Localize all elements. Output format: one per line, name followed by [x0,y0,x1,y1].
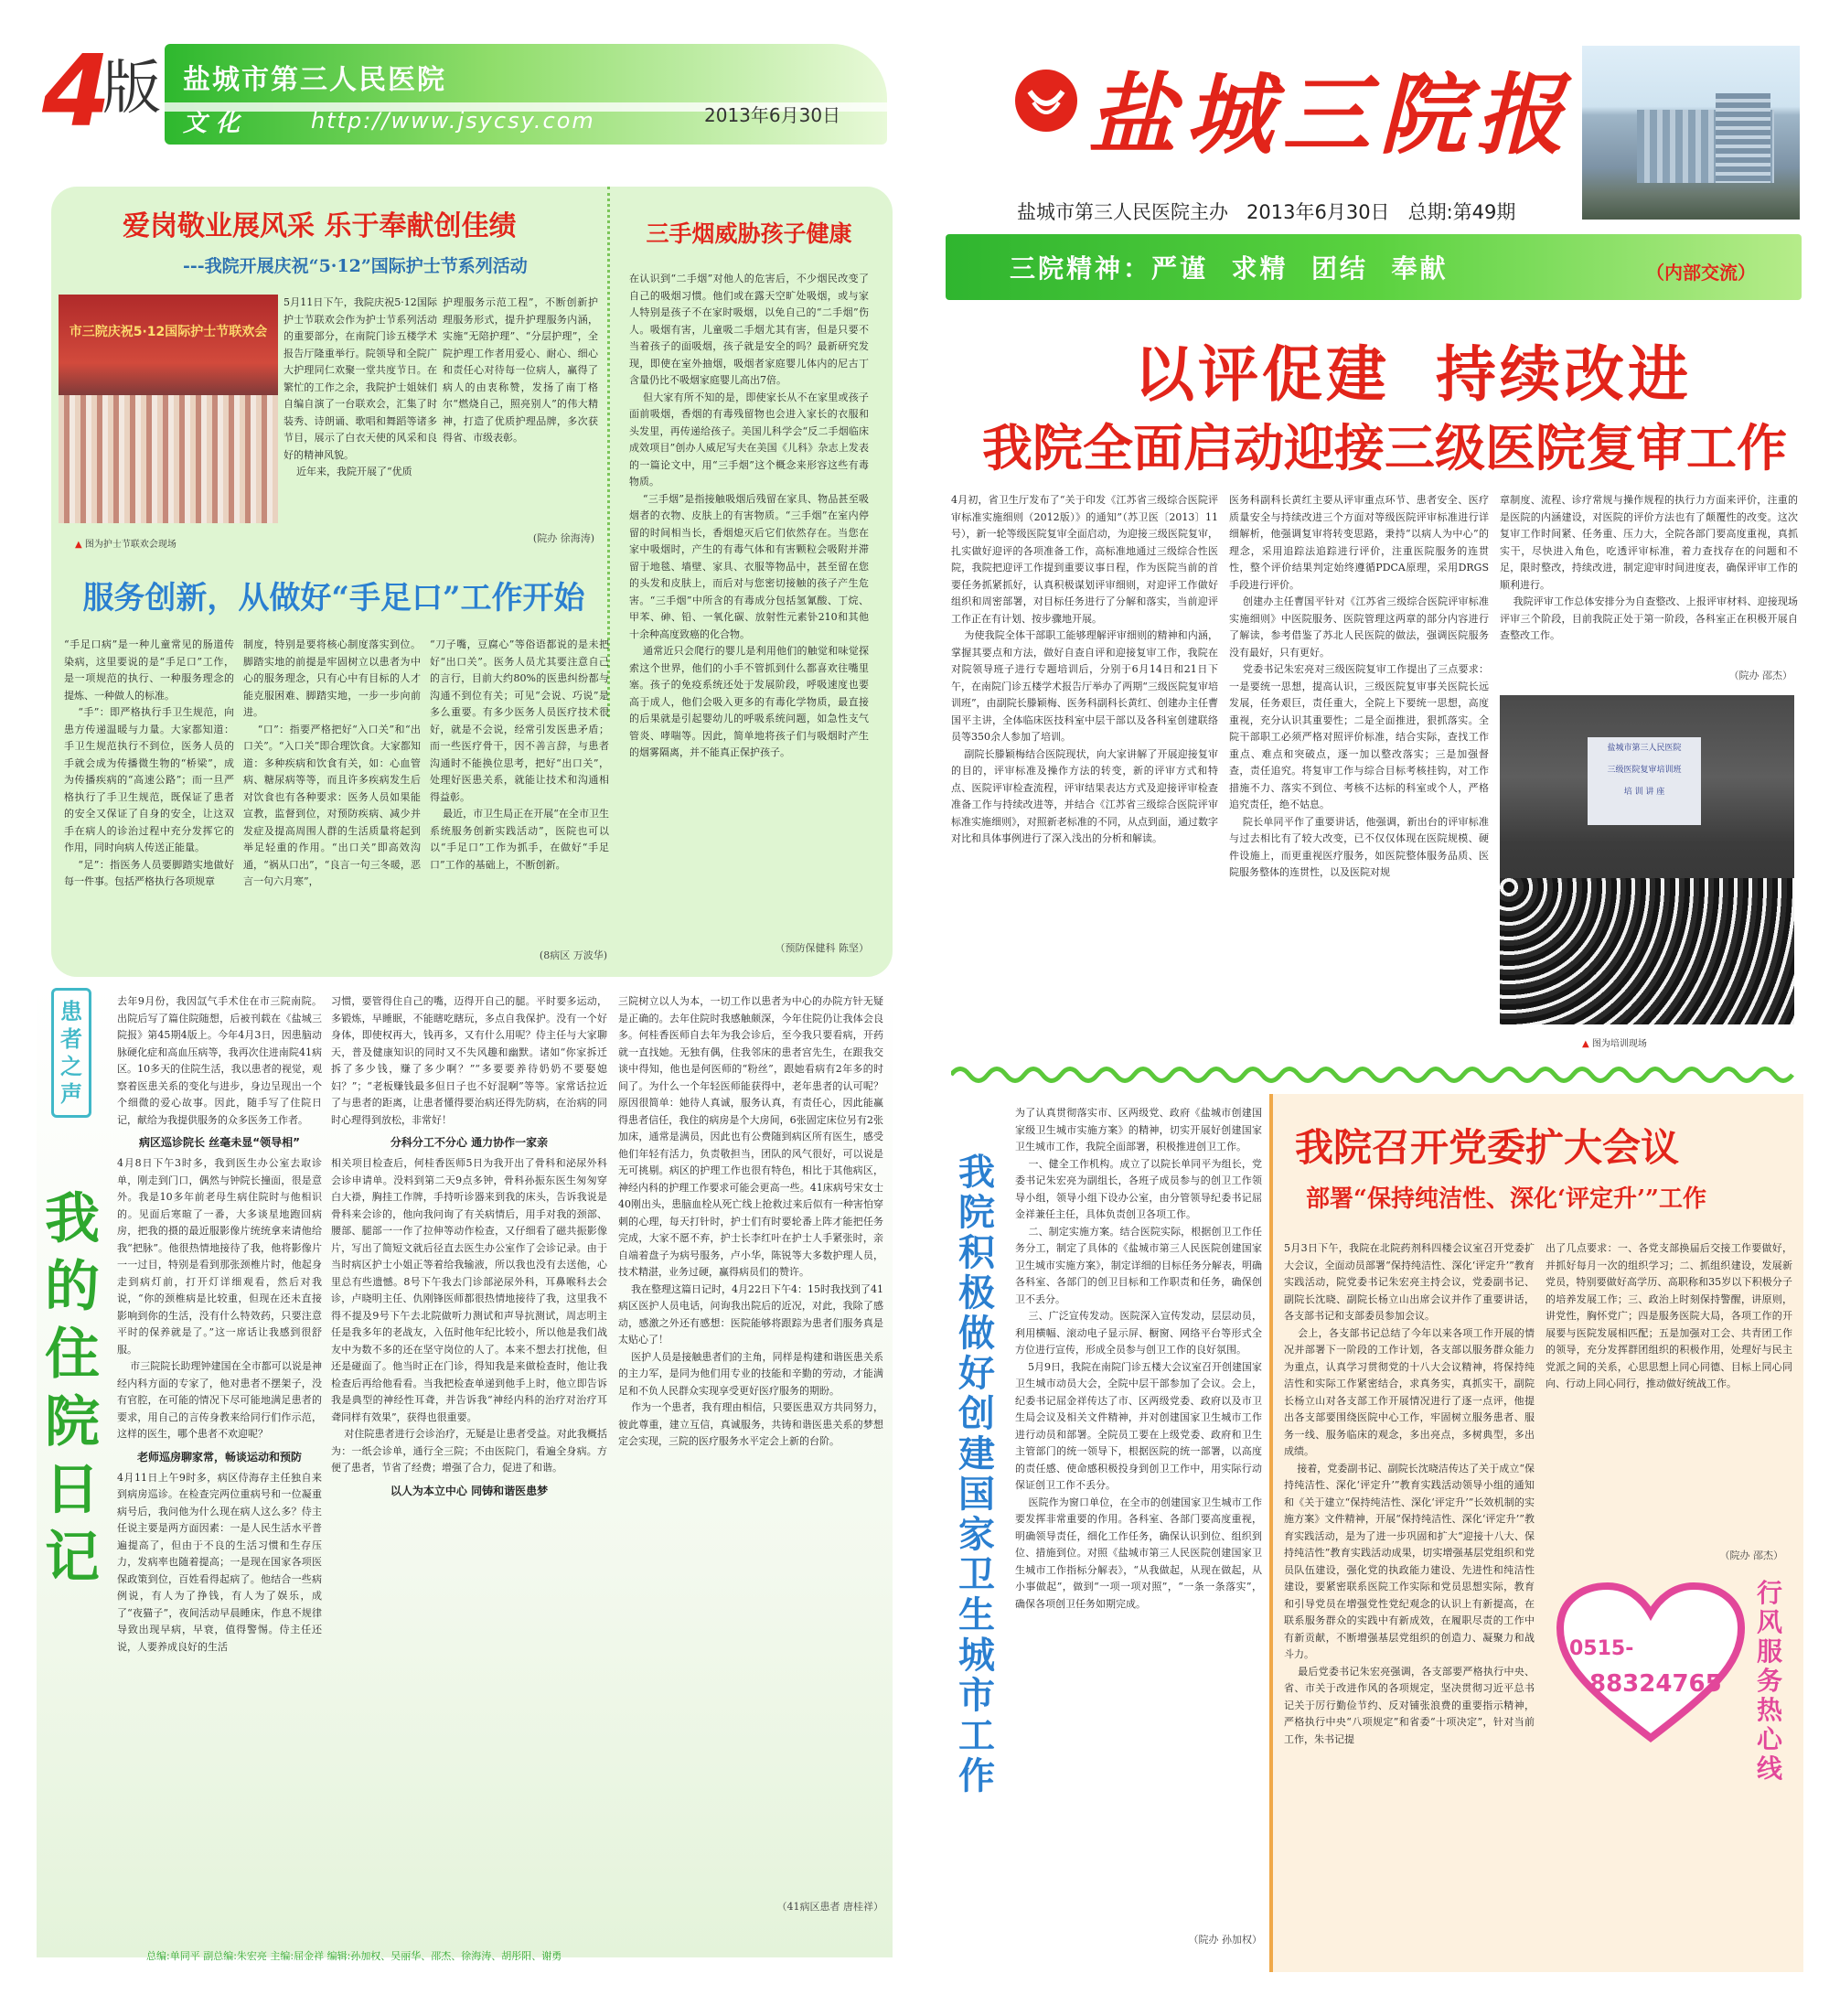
training-photo-caption: ▲ 图为培训现场 [1582,1035,1647,1049]
training-photo [1500,695,1794,1024]
headline-col3: 章制度、流程、诊疗常规与操作规程的执行力方面来评价，注重的是医院的内涵建设，对医院的评价方法也有了颠覆性的改变。这次复审工作时间紧、任务重、压力大，全院各部门要高度重视，真抓实干，尽快进入角色，吃透评审标准，着力查找存在的问题和不足，限时整改，持续改进，制定迎审时间进度表，确保评审工作的顺利进行。 我院评审工作总体安排分为自查整改、上报评审材料、迎接现场评审三个阶段，目前我院正处于第一阶段，各科室正在积极开展自查整改工作。 [1500,494,1798,641]
party-article-author: （院办 邵杰） [1719,1550,1783,1561]
hands-article-col3: “刀子嘴，豆腐心”等俗语都说的是未把好“出口关”。医务人员尤其要注意自己的言行，目前大约80%的医患纠纷都与沟通不到位有关；可见“会说、巧说”是多么重要。有多少医务人员医疗技术很好，就是不会说，经常引发医患矛盾；而一些医疗骨干，因不善言辞，与患者沟通时不能换位思考，把好“出口关”，处理好医患关系，就能让技术和沟通相得益彰。 最近，市卫生局正在开展“在全市卫生系统服务创新实践活动”，医院也可以以“手足口”工作为抓手，在做好“手足口”工作的基础上，不断创新。 [430,638,609,871]
diary-title: 我的住院日记 [45,1187,100,1590]
diary-h3: 分科分工不分心 通力协作一家亲 [390,1136,549,1149]
hands-article-author: (8病区 万波华) [539,949,607,961]
nurse-article-title: 爱岗敬业展风采 乐于奉献创佳绩 [123,210,517,242]
diary-h1: 病区巡诊院长 丝毫未显“领导相” [139,1136,300,1149]
page-number: 4 [42,35,112,149]
header-date: 2013年6月30日 [704,104,841,126]
diary-author: （41病区患者 唐桂祥） [776,1901,883,1913]
nurse-photo-caption: ▲ 图为护士节联欢会现场 [75,536,176,550]
diary-p2: 4月8日下午3时多，我到医生办公室去取诊单，刚走到门口，偶然与钟院长撞面，很是意外。我是10多年前老母生病住院时与他相识的。见面后寒暄了一番，大多谈星地跑回病房，把我的摄的最近服影像片统统拿来请他给我“把脉”。他很热情地接待了我，他将影像片一一过目，特别是看到那张颈椎片时，他起身走到病灯前，打开灯详细观看，然后对我说，“你的颈椎病是比较重，但现在还未直接影响到你的生活，没有什么特效药，只要注意平时的保养就是了。”这一席话让我感到很舒服。 市三院院长助理钟建国在全市都可以说是神经内科方面的专家了，他对患者不摆架子，没有官腔，在可能的情况下尽可能地满足患者的要求，用自己的言传身教来给同行们作示范，这样的医生，哪个患者不欢迎呢？ [117,1157,322,1440]
nurse-article-col2: 护理服务示范工程”，不断创新护理服务形式，提升护理服务内涵，实施“无陪护理”、“分层护理”，全院护理工作者用爱心、耐心、细心和责任心对待每一位病人，赢得了病人的由衷称赞，发扬了南丁格尔“燃烧自己，照亮别人”的伟大精神，打造了优质护理品牌，多次获得省、市级表彰。 [443,296,598,444]
diary-h2: 老师巡房聊家常，畅谈运动和预防 [136,1450,302,1464]
nurse-article-subtitle: ---我院开展庆祝“5·12”国际护士节系列活动 [183,256,528,276]
hotline-label: 行风服务热心线 [1756,1578,1782,1784]
diary-p1: 去年9月份，我因氙气手术住在市三院南院。出院后写了篇住院随想，后被刊载在《盐城三院报》第45期4版上。今年4月3日，因患脑动脉硬化症和高血压病等，我再次住进南院41病区。10多天的住院生活，我以患者的视觉，观察着医患关系的变化与进步，身边呈现出一个个细微的爱心故事。因此，随手写了住院日记，献给为我提供服务的众多医务工作者。 [117,995,322,1126]
nurse-article-author: (院办 徐海涛) [532,532,594,544]
header-url[interactable]: http://www.jsycsy.com [311,108,595,134]
hotline-area-code: 0515- [1569,1637,1634,1660]
patient-voice-label: 患者之声 [51,988,91,1118]
credits-line: 总编:单同平 副总编:朱宏亮 主编:屈金祥 编辑:孙加权、吴丽华、邵杰、徐海涛、胡彤阳、谢勇 [146,1950,562,1962]
city-article-text: 为了认真贯彻落实市、区两级党、政府《盐城市创建国家级卫生城市实施方案》的精神，切实开展好创建国家卫生城市工作，我院全面部署，积极推进创卫工作。 一、健全工作机构。成立了以院长单同平为组长，党委书记朱宏亮为副组长，各班子成员参与的创卫工作领导小组，领导小组下设办公室，由分管领导纪委书记屈金祥兼任主任，具体负责创卫各项工作。 二、制定实施方案。结合医院实际，根据创卫工作任务分工，制定了具体的《盐城市第三人民医院创建国家卫生城市实施方案》，制定详细的目标任务分解表，明确各科室、各部门的创卫目标和工作职责和任务，确保创卫不丢分。 三、广泛宣传发动。医院深入宣传发动，层层动员，利用横幅、滚动电子显示屏、橱窗、网络平台等形式全方位进行宣传，形成全员参与创卫工作的良好氛围。 5月9日，我院在南院门诊五楼大会议室召开创建国家卫生城市动员大会，全院中层干部参加了会议。会上，纪委书记屈金祥传达了市、区两级党委、政府以及市卫生局会议及相关文件精神，并对创建国家卫生城市工作进行动员和部署。全院员工要在上级党委、政府和卫生主管部门的统一领导下，根据医院的统一部署，以高度的责任感、使命感积极投身到创卫工作中，用实际行动保证创卫工作不丢分。 医院作为窗口单位，在全市的创建国家卫生城市工作要发挥非常重要的作用。各科室、各部门要高度重视，明确领导责任，细化工作任务，确保认识到位、组织到位、措施到位。对照《盐城市第三人民医院创建国家卫生城市工作指标分解表》，“从我做起，从现在做起，从小事做起”，做到“一项一项对照”，“一条一条落实”，确保各项创卫任务如期完成。 [1015,1107,1262,1610]
party-article-title: 我院召开党委扩大会议 [1295,1125,1680,1170]
hands-article-col1: “手足口病”是一种儿童常见的肠道传染病，这里要说的是“手足口”工作，是一项规范的执行、一种服务理念的提炼、一种做人的标准。 “手”：即严格执行手卫生规范，向患方传递温暖与力量。大家都知道：手卫生规范执行不到位，医务人员的手就会成为传播微生物的“桥梁”，成为传播疾病的“高速公路”；而一旦严格执行了手卫生规范，既保证了患者的安全又保证了自身的安全，让这双手在病人的诊治过程中充分发挥它的作用，同时向病人传送正能量。 “足”：指医务人员要脚踏实地做好每一件事。包括严格执行各项规章 [64,638,234,887]
internal-label: （内部交流） [1646,262,1756,284]
smoke-article-title: 三手烟威胁孩子健康 [646,220,852,247]
city-article-author: （院办 孙加权） [1188,1934,1262,1946]
headline-author: （院办 邵杰） [1728,670,1792,681]
nurse-photo [59,295,278,523]
party-article-col2: 出了几点要求：一、各党支部换届后交接工作要做好，并抓好每月一次的组织学习；二、抓组织建设，发展新党员，特别要做好高学历、高职称和35岁以下积极分子的培养发展工作；三、政治上时刻保持警醒，讲原则，讲党性，胸怀党广；四是服务医院大局，各项工作的开展要与医院发展相匹配；五是加强对工会、共青团工作的领导，充分发挥群团组织的积极作用，处理好与民主党派之间的关系，心思思想上同心同德、目标上同心同向、行动上同心同行，推动做好统战工作。 [1546,1242,1792,1389]
headline-col1: 4月初，省卫生厅发布了“关于印发《江苏省三级综合医院评审标准实施细则（2012版）》的通知”（苏卫医〔2013〕11号），新一轮等级医院复审全面启动，为迎接三级医院复审，扎实做好迎评的各项准备工作，高标准地通过三级综合性医院，我院把迎评工作提到重要议事日程，作为医院当前的首要任务抓紧抓好，认真积极谋划评审细则，对迎评工作做好组织和周密部署，对目标任务进行了分解和落实，当前迎评工作正在有计划、按步骤地开展。 为使我院全体干部职工能够理解评审细则的精神和内涵，掌握其要点和方法，做好自查自评和迎接复审工作，我院在对院领导班子进行专题培训后，分别于6月14日和21日下午，在南院门诊五楼学术报告厅举办了两期“三级医院复审培训班”，由副院长滕颖梅、医务科副科长黄红、创建办主任曹国平主讲，全体临床医技科室中层干部以及各科室创建联络员等350余人参加了培训。 副院长滕颖梅结合医院现状，向大家讲解了开展迎接复审的目的，评审标准及操作方法的转变，新的评审方式和特点、医院评审检查流程，评审结果表达方式及迎接评审检查准备工作与持续改进等，并结合《江苏省三级综合医院评审标准实施细则》，对照新老标准的不同，从点到面，通过数字对比和具体事例进行了深入浅出的分析和解读。 [951,494,1218,844]
nurse-article-col1: 5月11日下午，我院庆祝5·12国际护士节联欢会作为护士节系列活动的重要部分，在南院门诊五楼学术报告厅隆重举行。院领导和全院广大护理同仁欢聚一堂共度节日。在繁忙的工作之余，我院护士姐妹们自编自演了一台联欢会，汇集了时装秀、诗朗诵、歌唱和舞蹈等诸多节目，展示了白衣天使的风采和良好的精神风貌。 近年来，我院开展了“优质 [283,296,437,477]
diary-p5: 相关项目检查后，何桂香医师5日为我开出了骨科和泌尿外科会诊申请单。没料到第二天9点多钟，骨科孙振东医生匆匆穿白大褂，胸挂工作牌，手持听诊器来到我的床头，告诉我说是骨科来会诊的，他向我问询了有关病情后，用手对我的颈部、腰部、腿部一一作了拉伸等动作检查，又仔细看了磁共振影像片，写出了简短文就后径直去医生办公室作了会诊记录。由于当时病区护士小姐正等着给我输液，所以我也没有去送他，心里总有些遗憾。8号下午我去门诊部泌尿外科，耳鼻喉科去会诊，卢晓明主任、仇刚锋医师都很热情地接待了我，这里我不得不提及9号下午去北院做听力测试和声导抗测试，周志明主任是我多年的老战友，入伍时他年纪比较小，所以他是我们战友中为数不多的还在坚守岗位的人了。本来不想去打扰他，但还是碰面了。他当时正在门诊，得知我是来做检查时，他让我检查后再给他看看。当我把检查单递到他手上时，他立即告诉我是典型的神经性耳聋，并告诉我“神经内科的治疗对治疗耳聋同样有效果”，获得也很重要。 对住院患者进行会诊治疗，无疑是让患者受益。对此我概括为：一纸会诊单，通行全三院；不由医院门，看遍全身病。方便了患者，节省了经费；增强了合力，促进了和谐。 [331,1157,607,1474]
diary-h4: 以人为本立中心 同铸和谐医患梦 [390,1484,549,1497]
training-audience [1500,878,1794,1024]
logo-icon [1015,70,1077,132]
nurse-photo-banner: 市三院庆祝5·12国际护士节联欢会 [69,325,268,339]
headline-line2: 我院全面启动迎接三级医院复审工作 [981,418,1787,477]
diary-col2 [331,993,607,1926]
hospital-building-photo [1582,46,1800,220]
smoke-article-author: （预防保健科 陈坚） [775,942,869,954]
header-section: 文化 [183,110,250,137]
diary-col3: 三院树立以人为本，一切工作以患者为中心的办院方针无疑是正确的。去年住院时我感触颇深，今年住院仍让我体会良多。何桂香医师自去年为我会诊后，至今我只要看病，开药就一直找她。无独有偶，住我邻床的患者宫先生，在跟我交谈中得知，他也是何医师的“粉丝”，跟她看病有2年多的时间了。为什么一个年轻医师能获得中，老年患者的认可呢？原因很简单：她待人真诚，服务认真，有责任心，因此能赢得患者信任，我住的病房是个大房间，6张固定床位另有2张加床，通常是满员，因此也有公费随到病区所有医生，感受他们年轻有活力，负责敬担当，团队的风气很好，可以说是无可挑剔。病区的护理工作也很有特色，相比于其他病区，神经内科的护理工作要求可能会更高一些。41床病号宋女士40刚出头，患脑血栓从死亡线上抢救过来后似有一种害怕穿刺的心理，每天打针时，护士们有时要轮番上阵才能把任务完成，大家不愿不弃，护士长李红叶在护士人手紧张时，亲自端着盘子为病号服务，卢小华，陈锐等大多数护理人员，技术精湛，业务过硬，赢得病员们的赞许。 我在整理这篇日记时，4月22日下午4：15时我找到了41病区医护人员电话，问询我出院后的近况，对此，我除了感动，感激之外还有感想：医院能够将跟踪为患者们服务真是太贴心了！ 医护人员是接触患者们的主角，同样是构建和谐医患关系的主力军，是同为他们用专业的技能和辛勤的劳动，才能满足和不负人民群众实现享受更好医疗服务的期盼。 作为一个患者，我有理由相信，只要医患双方共同努力，彼此尊重，建立互信，真诚服务，共铸和谐医患关系的梦想定会实现，三院的医疗服务水平定会上新的台阶。 [618,995,883,1447]
smoke-article-text: 在认识到“二手烟”对他人的危害后，不少烟民改变了自己的吸烟习惯。他们或在露天空旷处吸烟，或与家人特别是孩子不在家时吸烟，以免自己的“二手烟”伤人。吸烟有害，儿童吸二手烟尤其有害，但是只要不当着孩子的面吸烟，孩子就是安全的吗？最新研究发现，即使在室外抽烟，吸烟者家庭婴儿体内的尼古丁含量仍比不吸烟家庭婴儿高出7倍。 但大家有所不知的是，即使家长从不在家里或孩子面前吸烟，香烟的有毒残留物也会进入家长的衣服和头发里，再传递给孩子。美国儿科学会“反二手烟临床成效项目”创办人威尼写夫在美国《儿科》杂志上发表的一篇论文中，用“三手烟”这个概念来形容这些有毒物质。 “三手烟”是指接触吸烟后残留在家具、物品甚至吸烟者的衣物、皮肤上的有害物质。“三手烟”在室内停留的时间相当长，香烟熄灭后它们依然存在。当您在家中吸烟时，产生的有毒气体和有害颗粒会吸附并滞留于地毯、墙壁、家具、衣服等物品中，甚至留在您的头发和皮肤上，而后对与您密切接触的孩子产生危害。“三手烟”中所含的有毒成分包括氢氰酸、丁烷、甲苯、砷、铅、一氧化碳、放射性元素钋210和其他十余种高度致癌的化合物。 通常近只会爬行的婴儿是利用他们的触觉和味觉探索这个世界，他们的小手不管抓到什么都喜欢往嘴里塞。孩子的免疫系统还处于发展阶段，呼吸速度也要高于成人，他们会吸入更多的有毒化学物质，最直接的后果就是引起婴幼儿的呼吸系统问题，如急性支气管炎、哮喘等。因此，简单地将孩子们与吸烟时产生的烟雾隔离，并不能真正保护孩子。 [629,273,869,758]
sponsor-line: 盐城市第三人民医院主办 2013年6月30日 总期:第49期 [1017,201,1516,223]
headline-line1a: 以评促建 [1134,338,1390,410]
party-article-col1: 5月3日下午，我院在北院药剂科四楼会议室召开党委扩大会议，全面动员部署“保持纯洁性、深化‘评定升’”教育实践活动，院党委书记朱宏亮主持会议，党委副书记、副院长沈晓、副院长杨立山出席会议并作了重要讲话，各支部书记和支部委员参加会议。 会上，各支部书记总结了今年以来各项工作开展的情况并部署下一阶段的工作计划，各支部以服务群众能力为重点，认真学习贯彻党的十八大会议精神，将保持纯洁性和实际工作紧密结合，求真务实，真抓实干，副院长杨立山对各支部工作开展情况进行了逐一点评，他提出各支部要围绕医院中心工作，牢固树立服务患者、服务一线、服务临床的观念，多出亮点，多树典型，多出成绩。 接着，党委副书记、副院长沈晓洁传达了关于成立“保持纯洁性、深化‘评定升’”教育实践活动领导小组的通知和《关于建立“保持纯洁性、深化‘评定升’”长效机制的实施方案》文件精神，开展“保持纯洁性、深化‘评定升’”教育实践活动，是为了进一步巩固和扩大“迎接十八大、保持纯洁性”教育实践活动成果，切实增强基层党组织和党员队伍建设，强化党的执政能力建设、先进性和纯洁性建设，要紧密联系医院工作实际和党员思想实际，教育和引导党员在增强党性党纪观念的认识上有新提高，在联系服务群众的实践中有新成效，在履职尽责的工作中有新贡献，不断增强基层党组织的创造力、凝聚力和战斗力。 最后党委书记朱宏亮强调，各支部要严格执行中央、省、市关于改进作风的各项规定，坚决贯彻习近平总书记关于厉行勤俭节约、反对铺张浪费的重要指示精神，严格执行中央“八项规定”和省委“十项决定”，针对当前工作，朱书记提 [1284,1242,1535,1745]
hands-article-title: 服务创新，从做好“手足口”工作开始 [82,580,585,617]
diary-col1 [117,993,322,1945]
nurse-photo-crowd [59,395,278,523]
diary-p4: 习惯，要管得住自己的嘴，迈得开自己的腿。平时要多运动，多锻炼，早睡眠，不能瞎吃瞎玩，多点自我保护。没有一个好身体，即使权再大，钱再多，又有什么用呢？侍主任与大家聊天，普及健康知识的同时又不失风趣和幽默。诸如“你家拆迁拆了多少钱，赚了多少啊？”“多要要养待奶奶不要娶媳妇？”；“老板赚钱最多但日子也不好混啊”等等。家常话拉近了与患者的距离，让患者懂得要治病还得先防病，在治病的同时心理得到放松，非常好！ [331,995,607,1126]
headline-line1b: 持续改进 [1436,338,1692,410]
masthead-title: 盐城三院报 [1088,63,1573,166]
hands-article-col2: 制度，特别是要将核心制度落实到位。脚踏实地的前提是牢固树立以患者为中心的服务理念，只有心中有目标的人才能克服困难、脚踏实地，一步一步向前进。 “口”：指要严格把好“入口关”和“出口关”。“入口关”即合理饮食。大家都知道：多种疾病和饮食有关，如：心血管病、糖尿病等等，而且许多疾病发生后对饮食也有各种要求：医务人员如果能宣教，监督到位，对预防疾病、减少并发症及提高周围人群的生活质量将起到举足轻重的作用。“出口关”即高效沟通，“祸从口出”，“良言一句三冬暖，恶言一句六月寒”， [243,638,421,887]
hotline-number[interactable]: 88324765 [1589,1670,1722,1698]
building-tower [1716,93,1770,183]
training-screen: 盐城市第三人民医院 三级医院复审培训班 培 训 讲 座 [1588,737,1701,825]
city-article-title: 我院积极做好创建国家卫生城市工作 [958,1151,995,1797]
page-number-suffix: 版 [102,55,161,123]
diary-p3: 4月11日上午9时多，病区侍海存主任独自来到病房巡诊。在检查完两位重病号和一位凝重病号后，我问他为什么现在病人这么多？侍主任说主要是两方面因素：一是人民生活水平普遍提高了，但由于不良的生活习惯和生存压力，发病率也随着提高；一是现在国家各项医保政策到位，百姓看得起病了。他结合一些病例说，有人为了挣钱，有人为了娱乐，成了“夜猫子”，夜间活动早晨睡床，作息不规律导致出现早病，早衰，值得警惕。侍主任还说，人要养成良好的生活 [117,1471,322,1653]
party-article-subtitle: 部署“保持纯洁性、深化‘评定升’”工作 [1306,1185,1707,1213]
header-hospital-name: 盐城市第三人民医院 [183,64,446,96]
motto-text: 三院精神：严谨 求精 团结 奉献 [1010,253,1449,284]
wave-divider [951,1061,1802,1088]
headline-col2: 医务科副科长黄红主要从评审重点环节、患者安全、医疗质量安全与持续改进三个方面对等级医院评审标准进行详细解析，他强调复审将转变思路，秉持“以病人为中心”的理念，采用追踪法追踪进行评价，注重医院服务的连贯性，整个评价结果判定始终遵循PDCA原理，采用DRGS手段进行评价。 创建办主任曹国平针对《江苏省三级综合医院评审标准实施细则》中医院服务、医院管理这两章的部分内容进行了解读，参考借鉴了苏北人民医院的做法，强调医院服务没有最好，只有更好。 党委书记朱宏亮对三级医院复审工作提出了三点要求：一是要统一思想，提高认识，三级医院复审事关医院长远发展，任务艰巨，责任重大，全院上下要统一思想，高度重视，充分认识其重要性；二是全面推进，狠抓落实。全院干部职工必须严格对照评价标准，结合实际，查找工作重点、难点和突破点，逐一加以整改落实；三是加强督查，责任追究。将复审工作与综合目标考核挂钩，对工作措施不力、落实不到位、考核不达标的科室或个人，严格追究责任，绝不姑息。 院长单同平作了重要讲话，他强调，新出台的评审标准与过去相比有了较大改变，已不仅仅体现在医院规模、硬件设施上，而更重视医疗服务，如医院整体服务品质、医院服务整体的连贯性，以及医院对规 [1229,494,1489,878]
hotline-heart [1555,1582,1747,1747]
